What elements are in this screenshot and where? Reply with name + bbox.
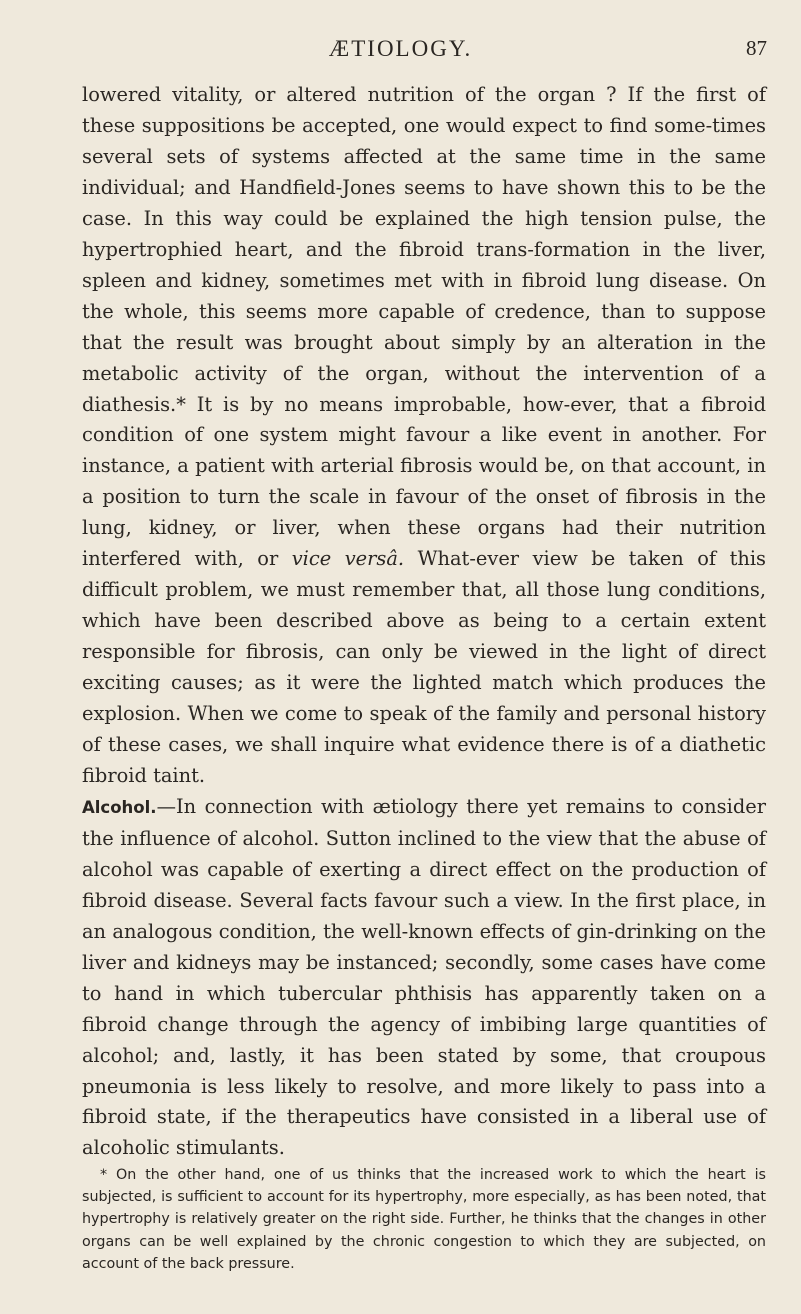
paragraph-alcohol — [82, 792, 766, 1164]
page-header — [0, 36, 801, 72]
footnote-reference: * — [176, 392, 186, 416]
paragraph-text: lowered vitality, or altered nutrition of the organ ? If the first of these suppositions be accepted, one would expect to find some-times several sets of systems affected at the same time in the same individual; and Handfield-Jones seems to have shown this to be the case. In this way could be explained the high tension pulse, the hypertrophied heart, and the fibroid trans-formation in the liver, spleen and kidney, sometimes met with in fibroid lung disease. On the whole, this seems more capable of credence, than to suppose that the result was brought about simply by an alteration in the metabolic activity of the organ, without the intervention of a diathesis. — [82, 83, 766, 416]
paragraph-text: —In connection with ætiology there yet remains to consider the influence of alcohol. Sutton inclined to the view that the abuse of alcohol was capable of exerting a direct effect on the production of fibroid disease. Several facts favour such a view. In the first place, in an analogous condition, the well-known effects of gin-drinking on the liver and kidneys may be instanced; secondly, some cases have come to hand in which tubercular phthisis has apparently taken on a fibroid change through the agency of imbibing large quantities of alcohol; and, lastly, it has been stated by some, that croupous pneumonia is less likely to resolve, and more likely to pass into a fibroid state, if the therapeutics have consisted in a liberal use of alcoholic stimulants. — [82, 794, 766, 1160]
main-text — [82, 80, 766, 1164]
latin-phrase: vice versâ. — [291, 547, 405, 571]
footnote — [82, 1164, 766, 1275]
footnote-text: On the other hand, one of us thinks that the increased work to which the heart is subjected, is sufficient to account for its hypertrophy, more especially, as has been noted, that hypertrophy is relatively greater on the right side. Further, he thinks that the changes in other organs can be well explained by the chronic congestion to which they are subjected, on account of the back pressure. — [82, 1167, 766, 1272]
page-number: 87 — [746, 36, 767, 60]
footnote-marker: * — [100, 1167, 108, 1183]
running-title: ÆTIOLOGY. — [328, 36, 473, 61]
section-heading-alcohol: Alcohol. — [82, 797, 157, 817]
paragraph-diathesis — [82, 80, 766, 792]
paragraph-text: What-ever view be taken of this difficult problem, we must remember that, all those lung conditions, which have been described above as being to a certain extent responsible for fibrosis, can only be viewed in the light of direct exciting causes; as it were the lighted match which produces the explosion. When we come to speak of the family and personal history of these cases, we shall inquire what evidence there is of a diathetic fibroid taint. — [82, 547, 767, 787]
paragraph-text: It is by no means improbable, how-ever, that a fibroid condition of one system might favour a like event in another. For instance, a patient with arterial fibrosis would be, on that account, in a position to turn the scale in favour of the onset of fibrosis in the lung, kidney, or liver, when these organs had their nutrition interfered with, or — [82, 392, 766, 571]
